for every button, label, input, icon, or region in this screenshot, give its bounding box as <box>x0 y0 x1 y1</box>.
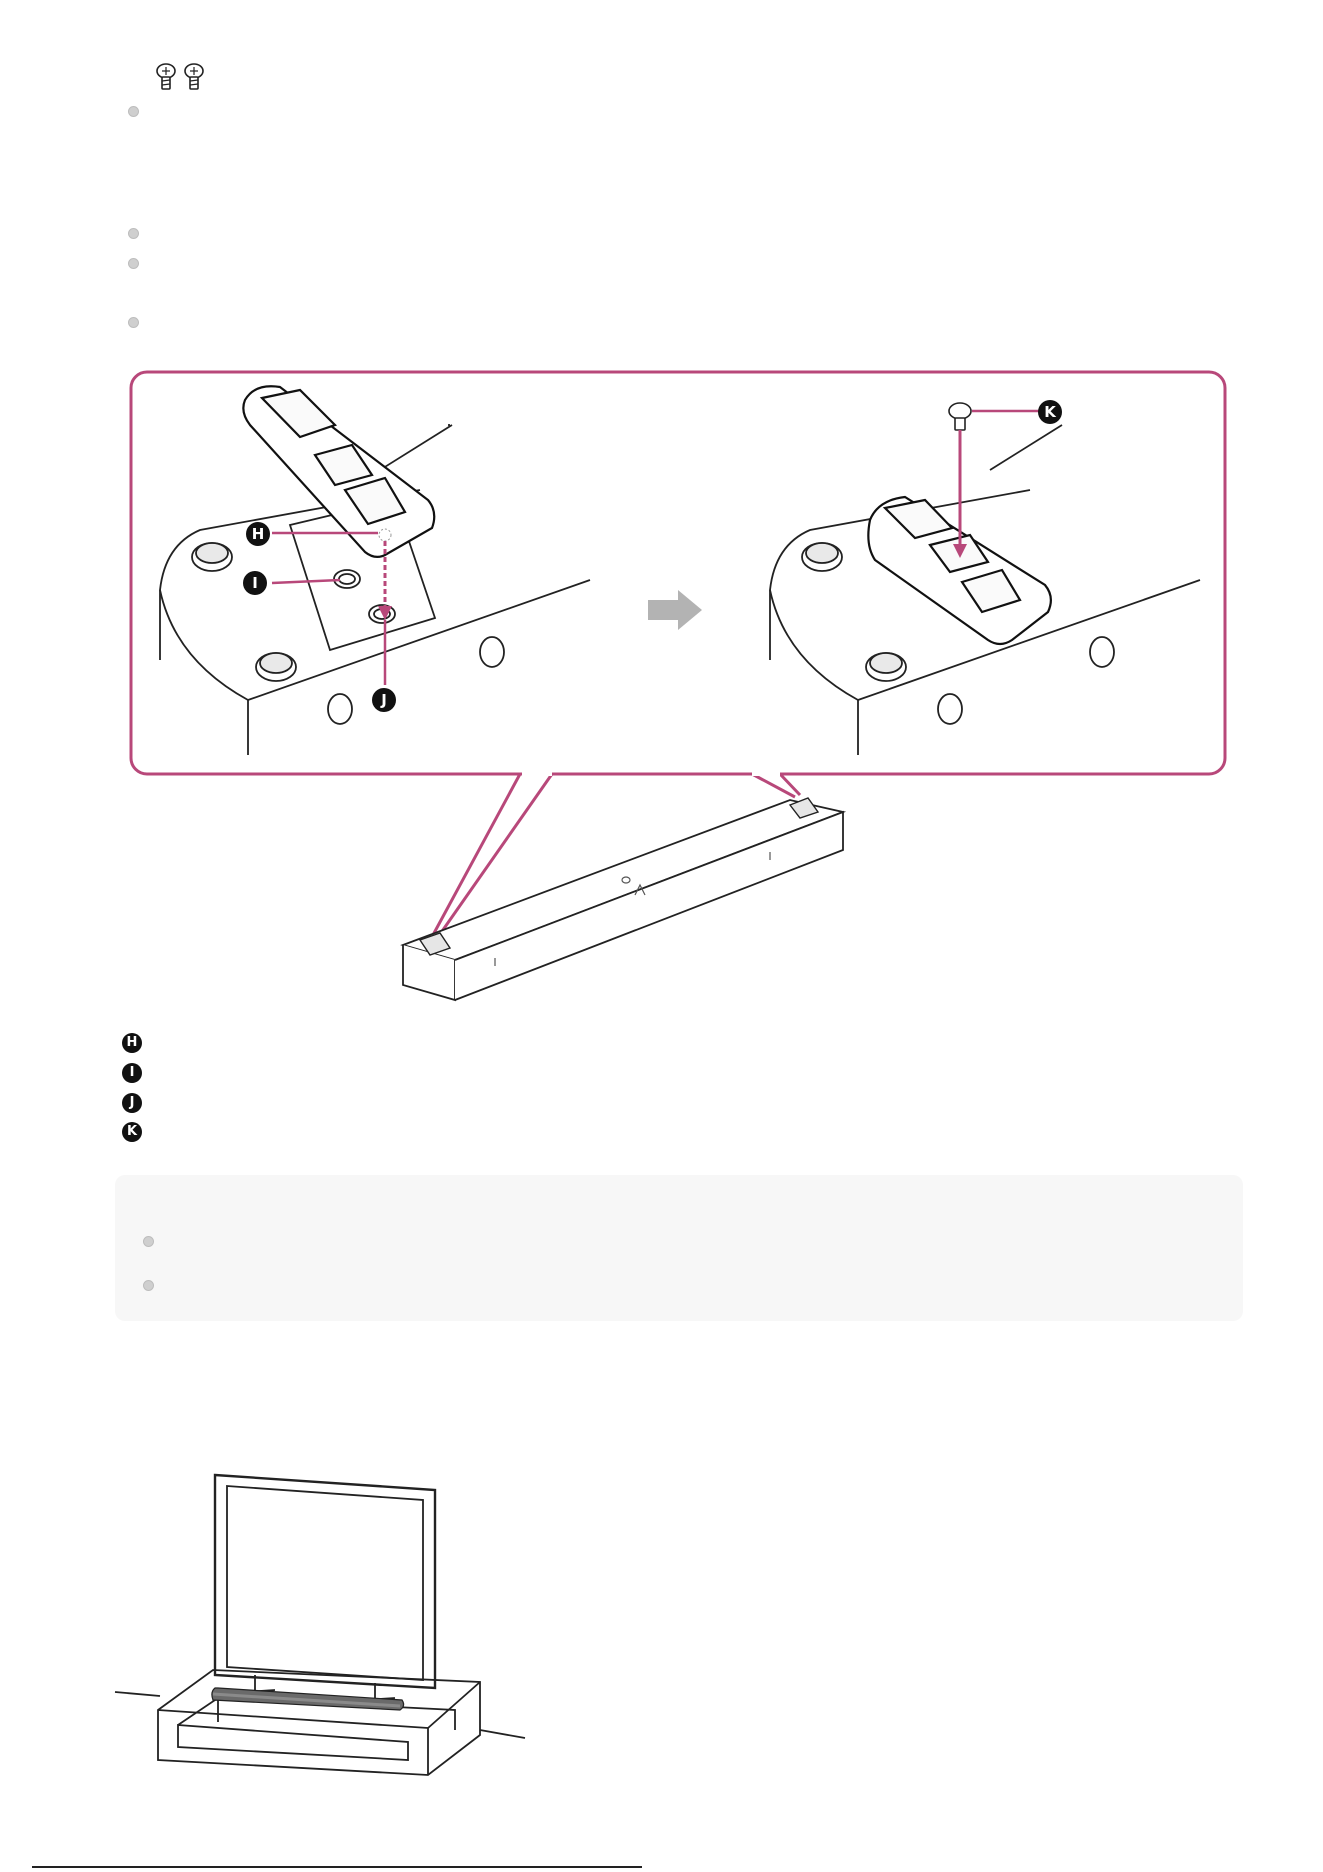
bullet-dot <box>143 1236 154 1247</box>
bullet-dot <box>143 1280 154 1291</box>
note-box <box>115 1175 1243 1321</box>
legend-marker-h: H <box>122 1033 142 1053</box>
legend-marker-j: J <box>122 1093 142 1113</box>
tv-on-stand-illustration <box>110 1460 530 1780</box>
page-bottom-rule <box>32 1866 642 1868</box>
marker-i: I <box>243 571 267 595</box>
legend-marker-k: K <box>122 1122 142 1142</box>
marker-k: K <box>1038 400 1062 424</box>
legend-marker-i: I <box>122 1063 142 1083</box>
marker-h: H <box>246 522 270 546</box>
marker-j: J <box>372 688 396 712</box>
